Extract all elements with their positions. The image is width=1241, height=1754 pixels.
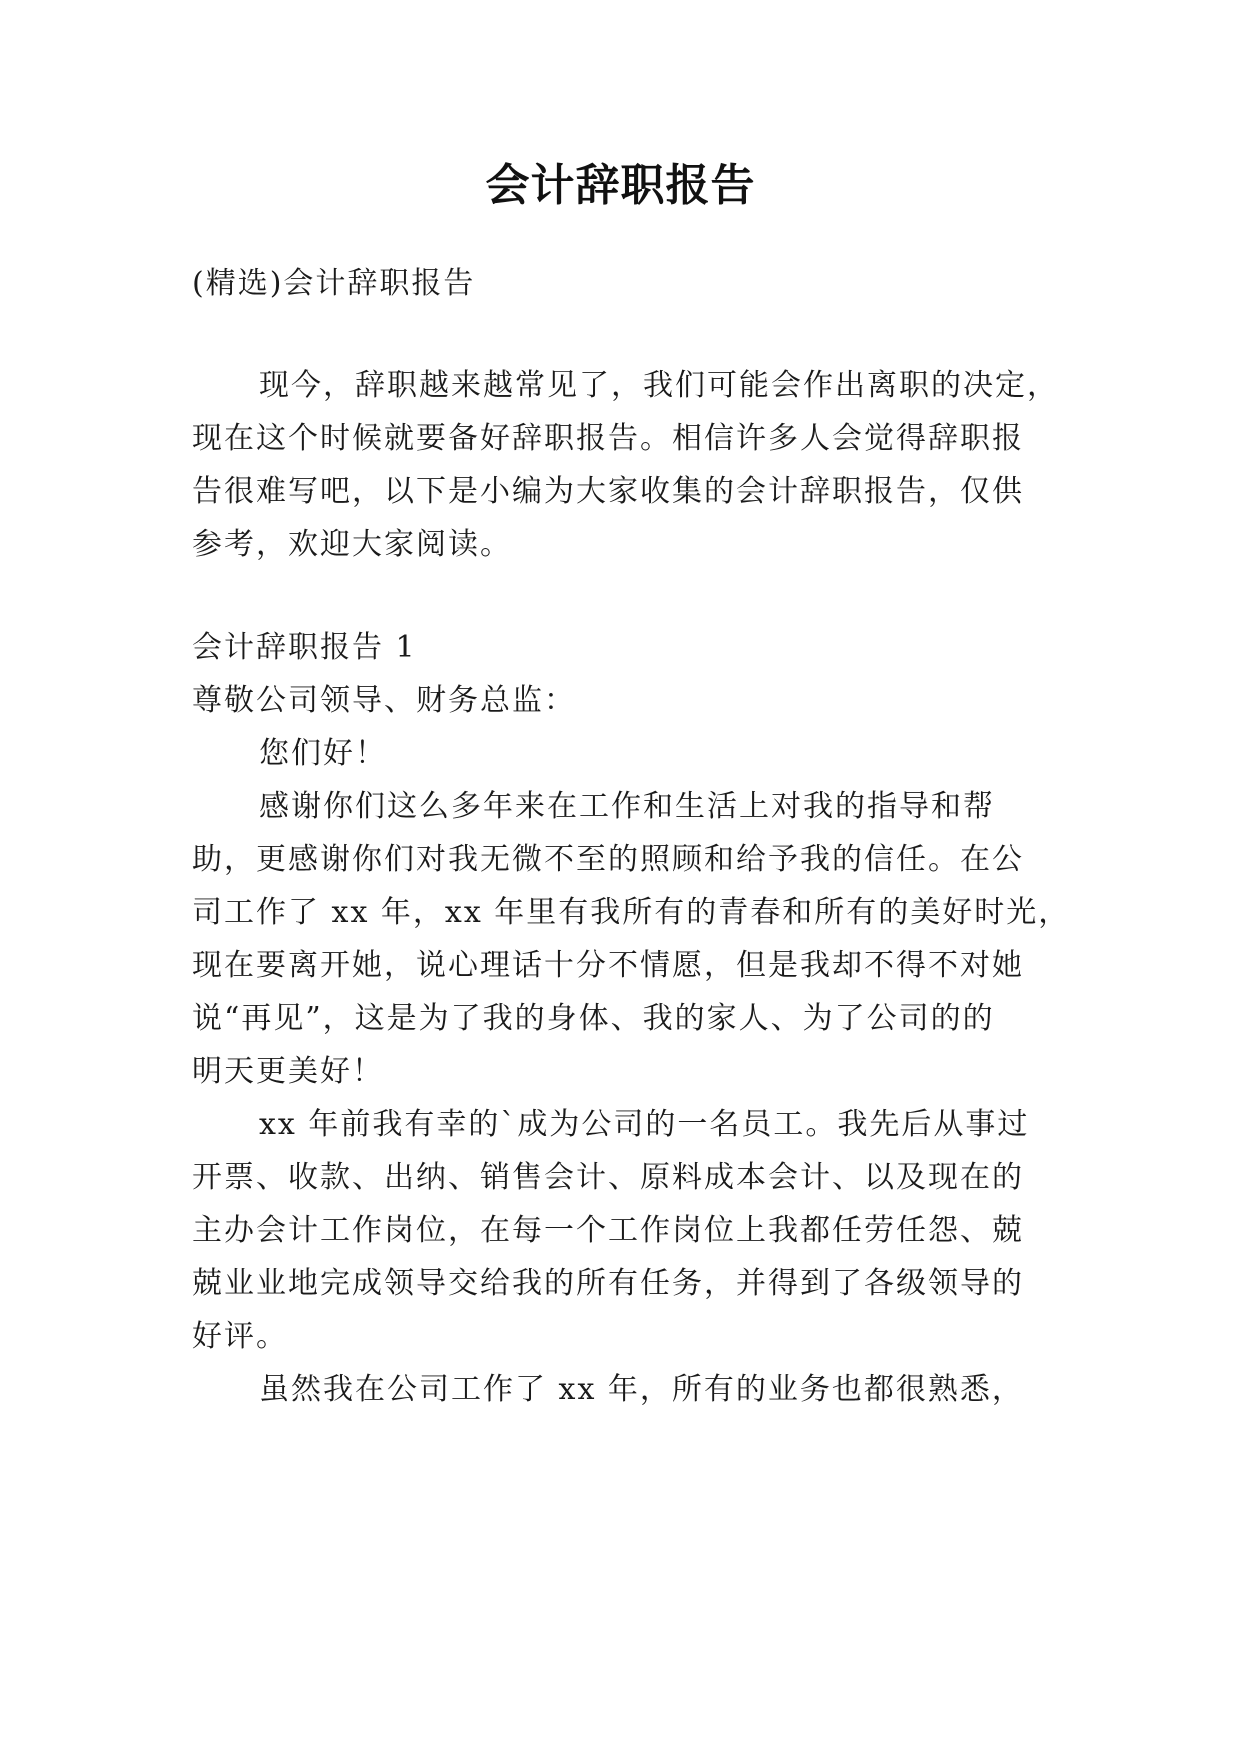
- paragraph-line: 现在这个时候就要备好辞职报告。相信许多人会觉得辞职报: [192, 421, 1024, 456]
- paragraph-line: 参考，欢迎大家阅读。: [192, 527, 512, 562]
- document-title: 会计辞职报告: [485, 160, 756, 211]
- paragraph-line: 助，更感谢你们对我无微不至的照顾和给予我的信任。在公: [192, 842, 1024, 877]
- paragraph-line: 司工作了 xx 年，xx 年里有我所有的青春和所有的美好时光，: [192, 895, 1071, 930]
- paragraph-line: 虽然我在公司工作了 xx 年，所有的业务也都很熟悉，: [259, 1372, 1024, 1407]
- paragraph-line: xx 年前我有幸的`成为公司的一名员工。我先后从事过: [259, 1107, 1030, 1142]
- paragraph-line: 告很难写吧，以下是小编为大家收集的会计辞职报告，仅供: [192, 474, 1024, 509]
- paragraph-line: 开票、收款、出纳、销售会计、原料成本会计、以及现在的: [192, 1160, 1024, 1195]
- paragraph-line: 明天更美好！: [192, 1054, 384, 1089]
- paragraph-line: 兢业业地完成领导交给我的所有任务，并得到了各级领导的: [192, 1266, 1024, 1301]
- paragraph-line: 感谢你们这么多年来在工作和生活上对我的指导和帮: [259, 789, 995, 824]
- document-subtitle: (精选)会计辞职报告: [192, 266, 476, 301]
- paragraph-line: 现今，辞职越来越常见了，我们可能会作出离职的决定，: [259, 368, 1059, 403]
- paragraph-line: 主办会计工作岗位，在每一个工作岗位上我都任劳任怨、兢: [192, 1213, 1024, 1248]
- salutation: 尊敬公司领导、财务总监：: [192, 683, 576, 718]
- paragraph-line: 现在要离开她，说心理话十分不情愿，但是我却不得不对她: [192, 948, 1024, 983]
- paragraph-line: 说“再见”，这是为了我的身体、我的家人、为了公司的的: [192, 1001, 995, 1036]
- paragraph-line: 好评。: [192, 1319, 288, 1354]
- greeting: 您们好！: [259, 736, 387, 771]
- section-heading: 会计辞职报告 1: [192, 630, 417, 665]
